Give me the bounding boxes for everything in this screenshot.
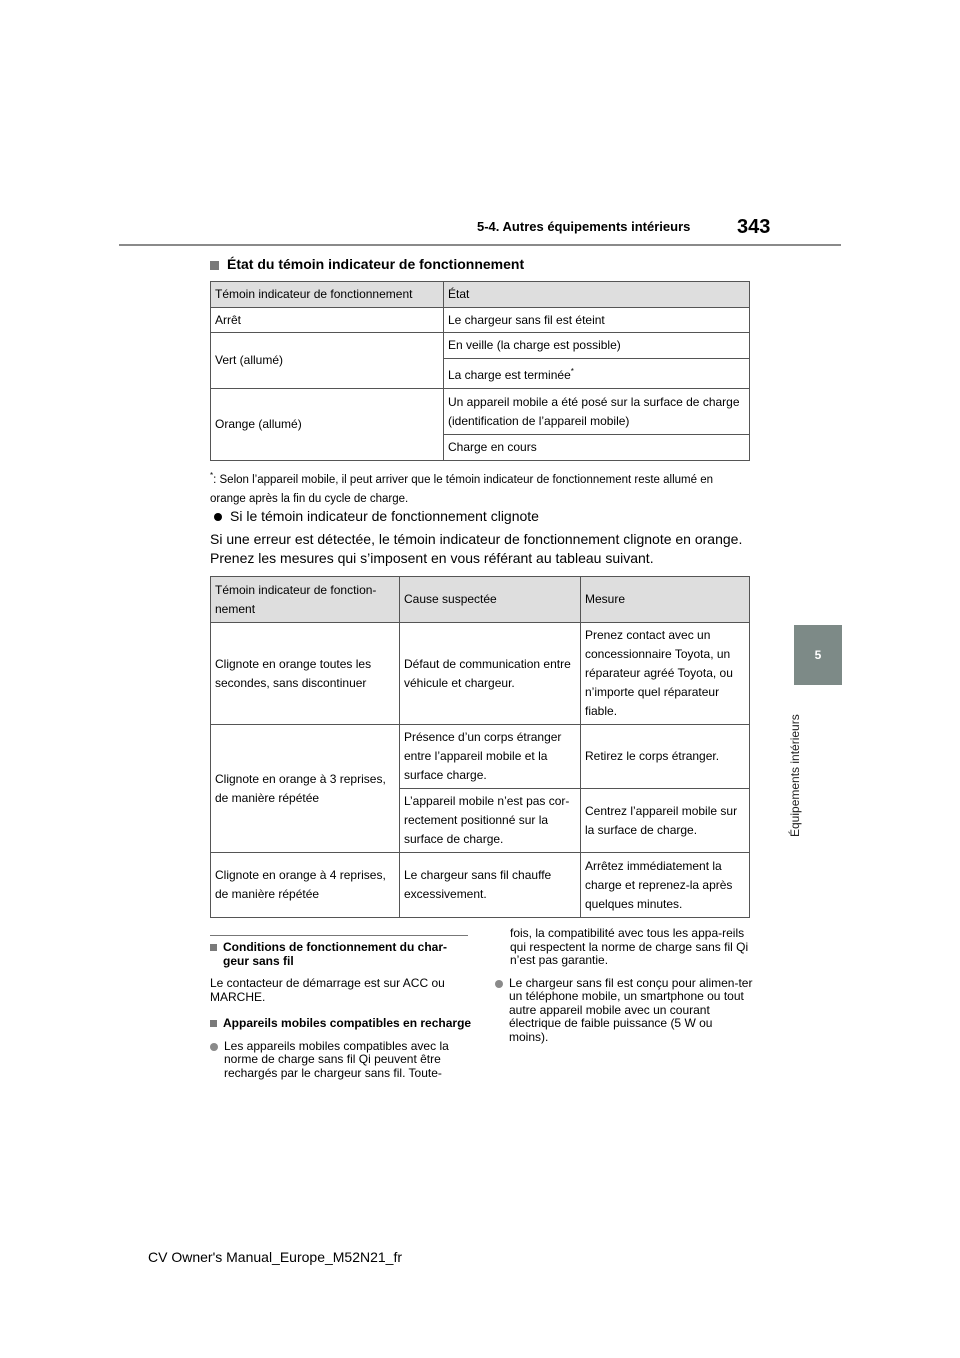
bullet-heading [210, 508, 539, 524]
list-item-text: Les appareils mobiles compatibles avec la norme de charge sans fil Qi peuvent être rechargés par le chargeur sans fil. Toute- [224, 1038, 449, 1080]
table-cell: Retirez le corps étranger. [581, 725, 750, 789]
table-cell: Clignote en orange à 3 reprises, de manière répétée [211, 725, 400, 853]
table-cell: Présence d’un corps étranger entre l’appareil mobile et la surface charge. [400, 725, 581, 789]
table-cell: Prenez contact avec un concessionnaire Toyota, un réparateur agréé Toyota, ou n’importe quel réparateur fiable. [581, 623, 750, 725]
chapter-tab [794, 625, 842, 685]
table-cell: Le chargeur sans fil est éteint [444, 308, 750, 333]
table-header: Témoin indicateur de fonction-nement [211, 577, 400, 623]
bullet-heading-text: Si le témoin indicateur de fonctionnement clignote [230, 508, 539, 524]
square-bullet-icon [210, 1020, 217, 1027]
table-cell: Un appareil mobile a été posé sur la surface de charge (identification de l’appareil mobile) [444, 389, 750, 435]
notes-column-right [495, 927, 753, 1044]
bullet-dot-icon [214, 513, 222, 521]
square-bullet-icon [210, 944, 217, 951]
status-table [210, 281, 750, 461]
table-header: État [444, 282, 750, 308]
footnote-text: : Selon l’appareil mobile, il peut arriver que le témoin indicateur de fonctionnement reste allumé en orange après la fin du cycle de charge. [210, 473, 714, 505]
page-footer: CV Owner's Manual_Europe_M52N21_fr [148, 1249, 403, 1265]
table-header: Cause suspectée [400, 577, 581, 623]
table-cell: Arrêtez immédiatement la charge et reprenez-la après quelques minutes. [581, 853, 750, 918]
note-heading [210, 1017, 472, 1031]
table-cell: L’appareil mobile n’est pas cor-rectement positionné sur la surface de charge. [400, 789, 581, 853]
table-row [211, 389, 750, 435]
header-rule [119, 244, 841, 246]
bullet-dot-icon [210, 1043, 218, 1051]
table-row [211, 853, 750, 918]
note-heading-text: Conditions de fonctionnement du char-geur sans fil [223, 940, 447, 968]
footnote [210, 466, 750, 509]
table-cell: En veille (la charge est possible) [444, 333, 750, 359]
table-row [211, 725, 750, 789]
blink-table [210, 576, 750, 918]
footnote-marker: * [570, 367, 574, 376]
chapter-number: 5 [814, 648, 822, 662]
table-header: Témoin indicateur de fonctionnement [211, 282, 444, 308]
note-text: fois, la compatibilité avec tous les appa-reils qui respectent la norme de charge sans fil Qi n’est pas garantie. [510, 926, 749, 967]
table-cell: Clignote en orange toutes les secondes, sans discontinuer [211, 623, 400, 725]
table-cell: Charge en cours [444, 435, 750, 461]
footnote-marker: * [210, 471, 214, 480]
chapter-label-container [785, 692, 805, 842]
table-cell: Orange (allumé) [211, 389, 444, 461]
section-heading [210, 256, 524, 272]
table-row [211, 308, 750, 333]
table-row [211, 333, 750, 359]
table-cell-text: La charge est terminée [448, 368, 571, 382]
table-cell: Le chargeur sans fil chauffe excessivement. [400, 853, 581, 918]
notes-column-left [210, 941, 472, 1080]
list-item [495, 977, 753, 1045]
page-number: 343 [737, 216, 771, 238]
table-cell: Défaut de communication entre véhicule et chargeur. [400, 623, 581, 725]
list-item [210, 1040, 472, 1081]
table-header: Mesure [581, 577, 750, 623]
table-cell: Vert (allumé) [211, 333, 444, 389]
note-heading [210, 941, 472, 968]
note-heading-text: Appareils mobiles compatibles en recharge [223, 1016, 472, 1030]
section-title: 5-4. Autres équipements intérieurs [477, 219, 691, 234]
table-cell: Arrêt [211, 308, 444, 333]
table-cell: Centrez l’appareil mobile sur la surface de charge. [581, 789, 750, 853]
table-cell [444, 359, 750, 389]
table-cell: Clignote en orange à 4 reprises, de manière répétée [211, 853, 400, 918]
section-heading-text: État du témoin indicateur de fonctionnement [227, 256, 525, 272]
square-bullet-icon [210, 261, 219, 270]
intro-paragraph: Si une erreur est détectée, le témoin indicateur de fonctionnement clignote en orange. Prenez les mesures qui s’imposent en vous référant au tableau suivant. [210, 531, 743, 566]
chapter-label: Équipements intérieurs [788, 714, 802, 837]
bullet-dot-icon [495, 980, 503, 988]
notes-rule [210, 935, 468, 936]
note-text: Le contacteur de démarrage est sur ACC ou MARCHE. [210, 976, 445, 1004]
table-row [211, 623, 750, 725]
list-item-text: Le chargeur sans fil est conçu pour alimen-ter un téléphone mobile, un smartphone ou tout autre appareil mobile avec un courant électrique de faible puissance (5 W ou moins). [509, 975, 753, 1044]
